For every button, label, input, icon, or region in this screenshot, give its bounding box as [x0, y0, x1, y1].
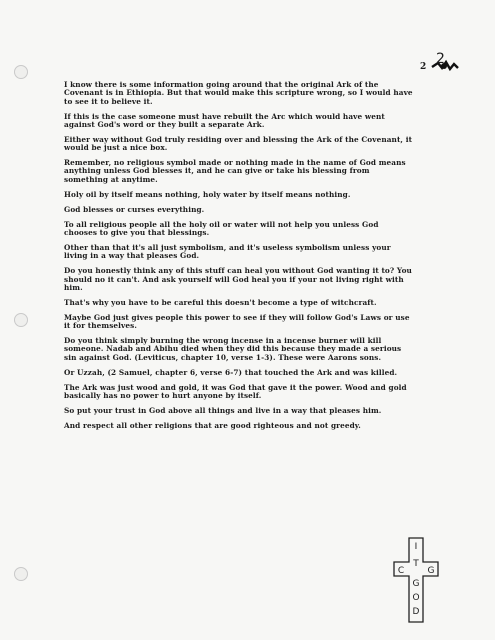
paragraph: Either way without God truly residing over and blessing the Ark of the Covenant, it would be just a nice box.	[64, 134, 413, 153]
paragraph: Maybe God just gives people this power to see if they will follow God's Laws or use it for themselves.	[64, 312, 410, 331]
cross-right-mark: G	[427, 566, 435, 576]
cross-letter: I	[414, 542, 418, 552]
cross-letter: D	[412, 607, 420, 617]
cross-left-mark: C	[397, 566, 405, 576]
paragraph: I know there is some information going around that the original Ark of the Covenant is in Ethiopia. But that would make this scripture wrong, so I would have to see it to believe it.	[64, 80, 413, 106]
paragraph: Other than that it's all just symbolism, and it's useless symbolism unless your living in a way that pleases God.	[64, 242, 391, 261]
paragraph: To all religious people all the holy oil or water will not help you unless God chooses to give you that blessings.	[64, 219, 379, 237]
paragraph: And respect all other religions that are good righteous and not greedy.	[64, 420, 361, 430]
paragraph: If this is the case someone must have rebuilt the Arc which would have went against God's word or they built a separate Ark.	[64, 111, 385, 129]
paragraph: Do you honestly think any of this stuff can heal you without God wanting it to? You should no it can't. And ask yourself will God heal you if your not living right with him.	[64, 266, 412, 292]
page-number: 2	[420, 62, 427, 72]
document-body	[64, 81, 414, 437]
paragraph: Do you think simply burning the wrong incense in a incense burner will kill someone. Nadab and Abihu died when they did this because they made a serious sin against God. (Leviticus, chapter 10, verse 1-3). These were Aarons sons.	[64, 336, 402, 362]
handwritten-page-number: 2	[436, 51, 445, 67]
paragraph: The Ark was just wood and gold, it was God that gave it the power. Wood and gold basically has no power to hurt anyone by itself.	[64, 382, 407, 400]
paragraph: That's why you have to be careful this doesn't become a type of witchcraft.	[64, 297, 377, 307]
cross-letter: G	[412, 579, 420, 589]
binder-hole-bottom	[14, 567, 28, 581]
binder-hole-top	[14, 65, 28, 79]
cross-letter: O	[412, 593, 420, 603]
hand-drawn-cross-signature	[392, 536, 440, 624]
cross-letter: T	[413, 559, 419, 569]
paragraph: Holy oil by itself means nothing, holy water by itself means nothing.	[64, 189, 351, 199]
paragraph: So put your trust in God above all things and live in a way that pleases him.	[64, 405, 382, 415]
paragraph: Remember, no religious symbol made or nothing made in the name of God means anything unless God blesses it, and he can give or take his blessing from something at anytime.	[64, 158, 406, 184]
paragraph: Or Uzzah, (2 Samuel, chapter 6, verse 6-7) that touched the Ark and was killed.	[64, 367, 398, 377]
binder-hole-middle	[14, 313, 28, 327]
paragraph: God blesses or curses everything.	[64, 204, 205, 214]
